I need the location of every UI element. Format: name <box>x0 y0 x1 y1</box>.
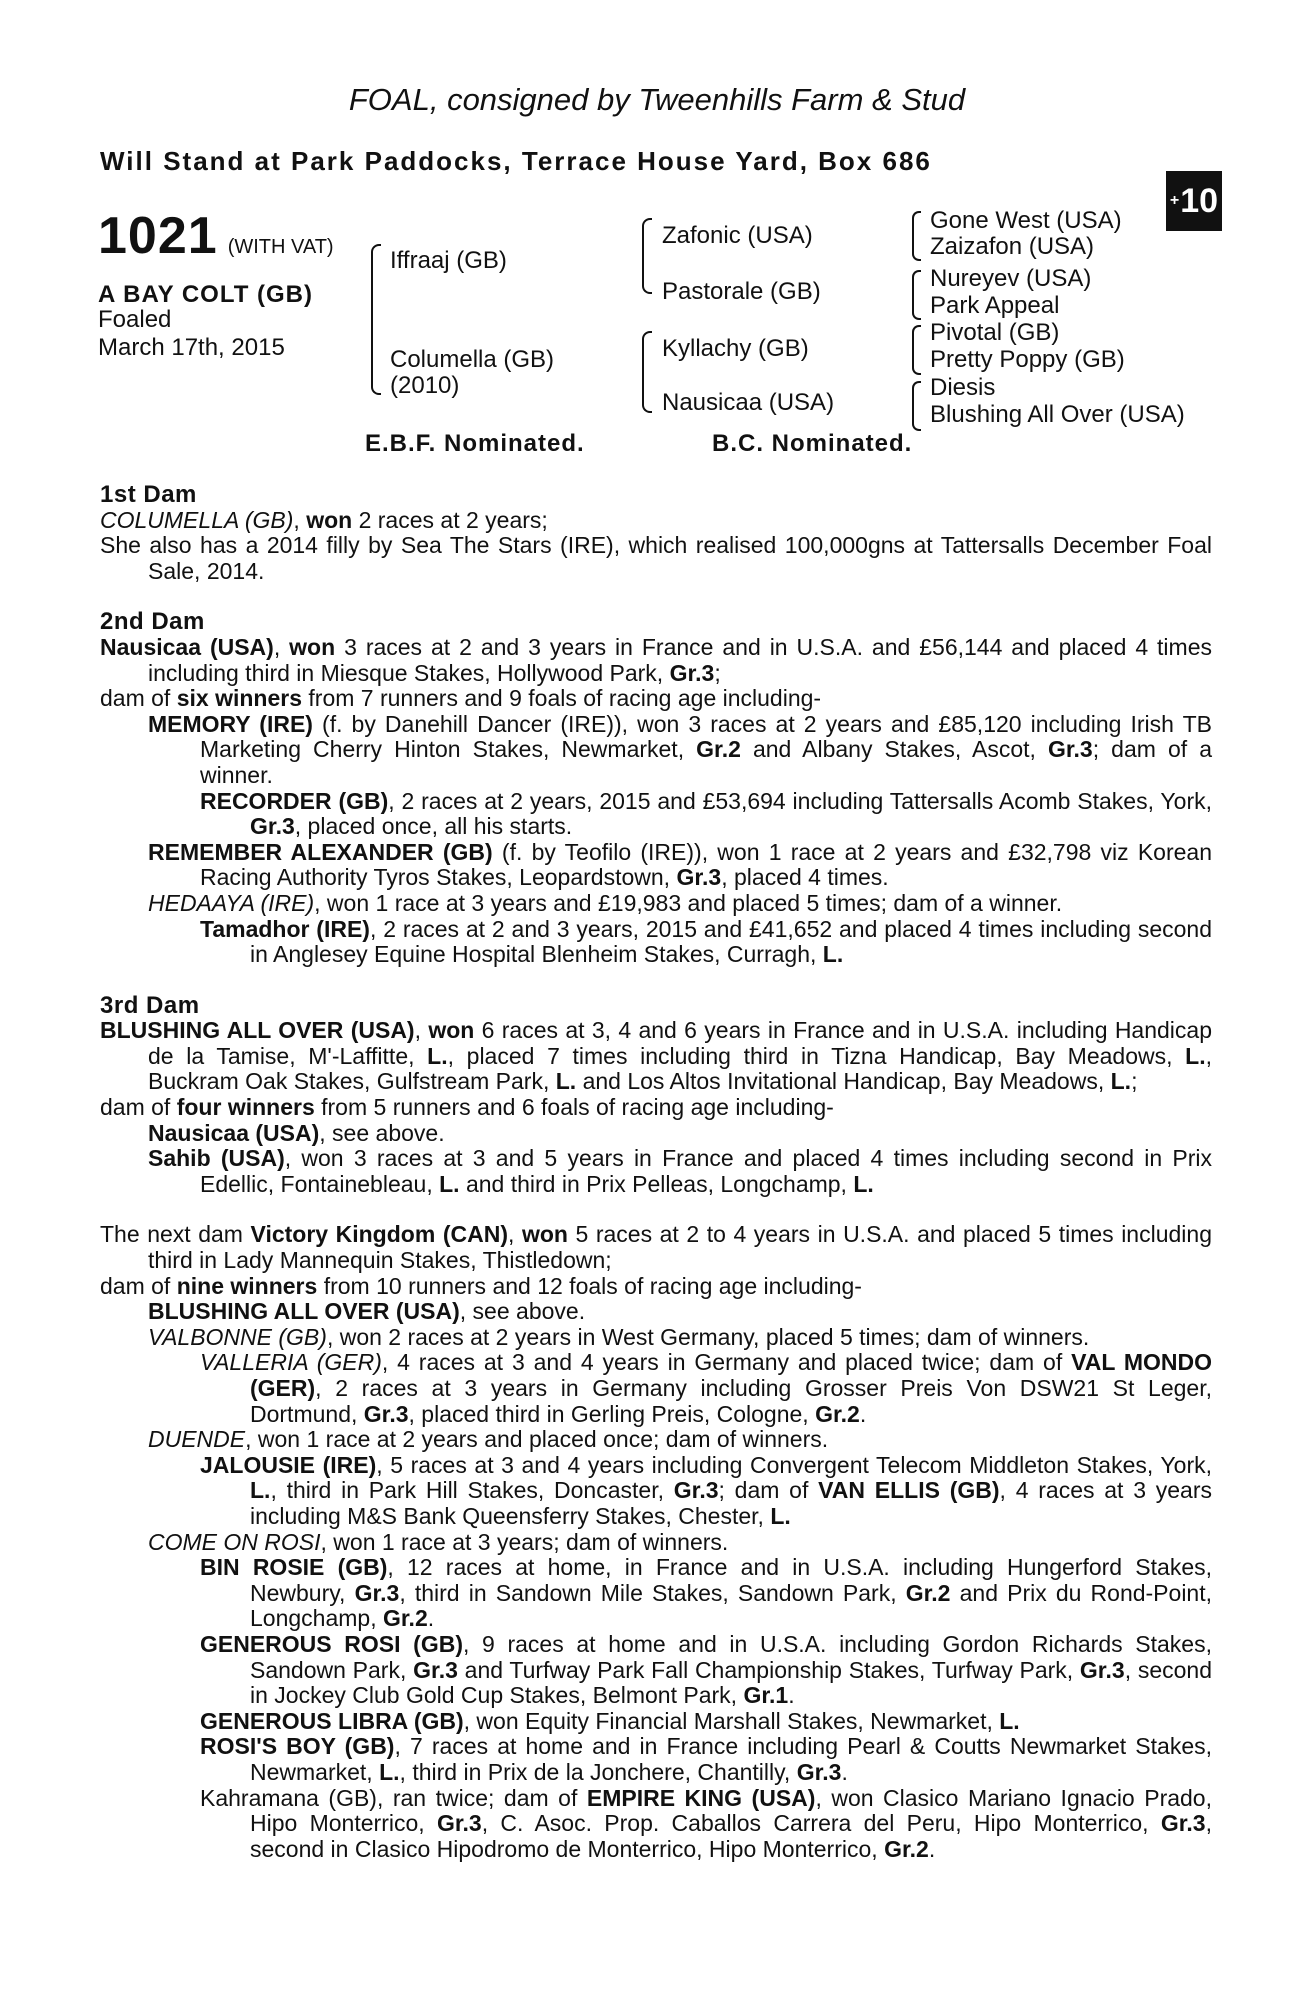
grade: Gr.2 <box>382 1605 428 1632</box>
horse-record: , placed third in Gerling Preis, Cologne, <box>408 1400 816 1427</box>
ped-ddd: Blushing All Over (USA) <box>930 401 1185 428</box>
produce-rosis-boy <box>100 1734 1212 1785</box>
horse-record: , won 1 race at 2 years and placed once; dam of winners. <box>245 1426 829 1453</box>
third-dam-name: BLUSHING ALL OVER (USA) <box>100 1017 415 1044</box>
consignor-line: FOAL, consigned by Tweenhills Farm & Stud <box>348 82 966 117</box>
foaled-date: March 17th, 2015 <box>98 334 285 361</box>
produce-come-on-rosi <box>100 1530 1212 1556</box>
first-dam-name: COLUMELLA (GB) <box>100 506 294 533</box>
ped-ss: Zafonic (USA) <box>662 222 813 249</box>
produce-text: from 5 runners and 6 foals of racing age including- <box>314 1094 834 1121</box>
grade: Gr.3 <box>250 813 295 840</box>
produce-text: dam of <box>100 685 177 712</box>
horse-record: and third in Prix Pelleas, Longchamp, <box>459 1170 854 1197</box>
horse-record: ; <box>1131 1068 1138 1095</box>
next-dam-won: won <box>521 1221 568 1248</box>
grade: Gr.2 <box>884 1835 929 1862</box>
horse-record: , won Equity Financial Marshall Stakes, Newmarket, <box>463 1707 1000 1734</box>
produce-text: from 7 runners and 9 foals of racing age including- <box>302 685 822 712</box>
horse-record: and Los Altos Invitational Handicap, Bay Meadows, <box>576 1068 1111 1095</box>
horse-name: VALLERIA (GER) <box>200 1349 382 1376</box>
ped-sd: Pastorale (GB) <box>662 278 821 305</box>
badge-number: 10 <box>1180 181 1219 220</box>
horse-record: , 4 races at 3 years including M&S Bank Queensferry Stakes, Chester, <box>250 1477 1213 1529</box>
produce-tamadhor <box>100 917 1212 968</box>
horse-record: 6 races at 3, 4 and 6 years in France and in U.S.A. including Handicap de la Tamise, M'-Laffitte, <box>148 1017 1212 1069</box>
horse-name: ROSI'S BOY (GB) <box>200 1733 395 1760</box>
next-dam-name: Victory Kingdom (CAN) <box>250 1221 508 1248</box>
produce-generous-libra <box>100 1709 1212 1735</box>
badge-mark: + <box>1169 192 1180 209</box>
horse-record: ; dam of <box>718 1477 819 1504</box>
foaled-info <box>98 306 285 362</box>
second-dam-heading: 2nd Dam <box>100 608 205 636</box>
lot-number: 1021 <box>98 207 218 265</box>
horse-record: , won 3 races at 3 and 5 years in France and placed 4 times including second in Prix Edellic, Fontainebleau, <box>200 1145 1212 1197</box>
horse-record: , placed 7 times including third in Tizna Handicap, Bay Meadows, <box>447 1042 1186 1069</box>
grade: Gr.3 <box>1079 1656 1125 1683</box>
horse-record: . <box>788 1682 795 1709</box>
produce-recorder <box>100 789 1212 840</box>
horse-name: VAL MONDO (GER) <box>250 1349 1212 1401</box>
horse-name: JALOUSIE (IRE) <box>200 1451 377 1478</box>
third-dam-record: BLUSHING ALL OVER (USA), won 6 races at 3, 4 and 6 years in France and in U.S.A. including Handicap de la Tamise, M'-Laffitte, L., placed 7 times including third in Tizna Handicap, Bay Meadows, L., Buckram Oak Stakes, Gulfstream Park, L. and Los Altos Invitational Handicap, Bay Meadows, L.; <box>100 1017 1212 1095</box>
horse-record: , C. Asoc. Prop. Caballos Carrera del Peru, Hipo Monterrico, <box>481 1810 1161 1837</box>
third-dam-produce <box>100 1095 1212 1121</box>
produce-blushing <box>100 1299 1212 1325</box>
foaled-label: Foaled <box>98 306 172 333</box>
horse-name: COME ON ROSI <box>148 1528 321 1555</box>
horse-name: BIN ROSIE (GB) <box>200 1554 388 1581</box>
lot-vat: (WITH VAT) <box>227 236 334 258</box>
horse-name: RECORDER (GB) <box>200 787 389 814</box>
tattersalls-badge <box>1166 171 1222 231</box>
horse-record: Kahramana (GB), ran twice; dam of <box>200 1784 587 1811</box>
produce-generous-rosi <box>100 1632 1212 1709</box>
grade: Gr.2 <box>905 1579 951 1606</box>
ebf-nominated: E.B.F. Nominated. <box>365 430 585 457</box>
third-dam-heading: 3rd Dam <box>100 991 200 1019</box>
ped-sdd: Park Appeal <box>930 292 1060 319</box>
horse-name: GENEROUS ROSI (GB) <box>200 1630 463 1657</box>
grade: Gr.3 <box>669 659 715 686</box>
grade: Gr.3 <box>676 864 722 891</box>
ped-sds: Nureyev (USA) <box>930 265 1092 292</box>
produce-bin-rosie <box>100 1555 1212 1632</box>
bracket-ds <box>912 325 921 375</box>
horse-record: , 2 races at 2 and 3 years, 2015 and £41,652 and placed 4 times including second in Anglesey Equine Hospital Blenheim Stakes, Curragh, <box>250 915 1212 968</box>
listed-mark: L. <box>555 1068 577 1095</box>
lot-header <box>98 206 334 266</box>
produce-jalousie <box>100 1453 1212 1530</box>
produce-nausicaa <box>100 1121 1212 1147</box>
horse-name: Tamadhor (IRE) <box>200 915 370 942</box>
winners-count: nine winners <box>176 1272 318 1299</box>
first-dam-won: won <box>306 506 353 533</box>
horse-name: DUENDE <box>148 1426 246 1453</box>
horse-record: . <box>928 1835 936 1862</box>
grade: Gr.2 <box>815 1400 860 1427</box>
produce-memory <box>100 712 1212 789</box>
second-dam-record: Nausicaa (USA), won 3 races at 2 and 3 years in France and in U.S.A. and £56,144 and placed 4 times including third in Miesque Stakes, Hollywood Park, Gr.3; <box>100 633 1212 686</box>
horse-name: HEDAAYA (IRE) <box>148 889 315 916</box>
horse-record: , placed 4 times. <box>721 864 889 891</box>
horse-record: , Buckram Oak Stakes, Gulfstream Park, <box>148 1042 1212 1095</box>
horse-name: Nausicaa (USA) <box>148 1119 320 1146</box>
bracket-sire <box>642 218 652 294</box>
produce-duende <box>100 1427 1212 1453</box>
ped-ssd: Zaizafon (USA) <box>930 233 1095 260</box>
produce-sahib <box>100 1146 1212 1197</box>
ped-dss: Pivotal (GB) <box>930 319 1060 346</box>
horse-record: . <box>841 1758 848 1785</box>
horse-record: , second in Jockey Club Gold Cup Stakes, Belmont Park, <box>250 1656 1213 1709</box>
horse-record: , 9 races at home and in U.S.A. including Gordon Richards Stakes, Sandown Park, <box>250 1630 1212 1683</box>
ped-ds: Kyllachy (GB) <box>662 335 809 362</box>
lot-title: A BAY COLT (GB) <box>98 281 314 308</box>
listed-mark: L. <box>1185 1042 1206 1069</box>
horse-record: , third in Park Hill Stakes, Doncaster, <box>270 1477 674 1504</box>
horse-name: VAN ELLIS (GB) <box>818 1477 1000 1504</box>
second-dam-won: won <box>289 633 336 660</box>
third-dam-won: won <box>428 1017 475 1044</box>
first-dam-heading: 1st Dam <box>100 481 197 508</box>
horse-record: and Prix du Rond-Point, Longchamp, <box>250 1579 1212 1632</box>
horse-record: 5 races at 2 to 4 years in U.S.A. and placed 5 times including third in Lady Mannequin Stakes, Thistledown; <box>148 1221 1212 1274</box>
ped-dam-year: (2010) <box>390 372 460 399</box>
horse-record: , 7 races at home and in France including Pearl & Coutts Newmarket Stakes, Newmarket, <box>250 1733 1212 1785</box>
horse-record: , won Clasico Mariano Ignacio Prado, Hipo Monterrico, <box>250 1784 1212 1837</box>
first-dam-note: She also has a 2014 filly by Sea The Stars (IRE), which realised 100,000gns at Tattersalls December Foal Sale, 2014. <box>100 532 1212 584</box>
grade: Gr.2 <box>696 736 741 763</box>
horse-record: (f. by Teofilo (IRE)), won 1 race at 2 years and £32,798 viz Korean Racing Authority Tyros Stakes, Leopardstown, <box>200 838 1212 891</box>
horse-name: GENEROUS LIBRA (GB) <box>200 1707 464 1734</box>
horse-record: , 4 races at 3 and 4 years in Germany and placed twice; dam of <box>381 1349 1072 1376</box>
horse-record: ; dam of a winner. <box>200 736 1213 788</box>
ped-sire: Iffraaj (GB) <box>390 247 507 274</box>
horse-name: MEMORY (IRE) <box>148 710 313 737</box>
grade: Gr.3 <box>1160 1810 1206 1837</box>
horse-record: , see above. <box>459 1298 586 1325</box>
grade: Gr.3 <box>413 1656 458 1683</box>
horse-name: BLUSHING ALL OVER (USA) <box>148 1298 460 1325</box>
second-dam-produce <box>100 686 1212 712</box>
horse-record: , 2 races at 2 years, 2015 and £53,694 including Tattersalls Acomb Stakes, York, <box>388 787 1212 814</box>
second-dam-name: Nausicaa (USA) <box>100 633 274 660</box>
next-dam-record: The next dam Victory Kingdom (CAN), won 5 races at 2 to 4 years in U.S.A. and placed 5 times including third in Lady Mannequin Stakes, Thistledown; <box>100 1221 1212 1274</box>
horse-record: , placed once, all his starts. <box>294 813 573 840</box>
horse-name: VALBONNE (GB) <box>148 1323 327 1350</box>
second-dam-text: 3 races at 2 and 3 years in France and in U.S.A. and £56,144 and placed 4 times including third in Miesque Stakes, Hollywood Park, <box>148 633 1212 686</box>
listed-mark: L. <box>822 941 844 968</box>
grade: Gr.3 <box>673 1477 719 1504</box>
horse-record: , second in Clasico Hipodromo de Monterrico, Hipo Monterrico, <box>250 1810 1212 1862</box>
horse-record: , 12 races at home, in France and in U.S.A. including Hungerford Stakes, Newbury, <box>250 1554 1212 1606</box>
horse-record: , won 2 races at 2 years in West Germany, placed 5 times; dam of winners. <box>326 1323 1090 1350</box>
horse-record: , won 1 race at 3 years and £19,983 and placed 5 times; dam of a winner. <box>314 889 1063 916</box>
grade: Gr.1 <box>743 1682 789 1709</box>
ped-dds: Diesis <box>930 374 996 401</box>
next-dam-intro: The next dam <box>100 1221 251 1248</box>
listed-mark: L. <box>439 1170 460 1197</box>
produce-valbonne <box>100 1325 1212 1351</box>
bc-nominated: B.C. Nominated. <box>712 430 913 457</box>
winners-count: six winners <box>176 685 302 712</box>
ped-dsd: Pretty Poppy (GB) <box>930 346 1125 373</box>
listed-mark: L. <box>1110 1068 1132 1095</box>
horse-record: . <box>859 1400 867 1427</box>
horse-record: and Turfway Park Fall Championship Stakes, Turfway Park, <box>457 1656 1080 1683</box>
stand-location: Will Stand at Park Paddocks, Terrace House Yard, Box 686 <box>100 146 932 176</box>
listed-mark: L. <box>999 1707 1020 1734</box>
catalogue-body <box>100 482 1212 1862</box>
produce-text: from 10 runners and 12 foals of racing age including- <box>317 1272 862 1299</box>
ped-dd: Nausicaa (USA) <box>662 389 835 416</box>
bracket-ss <box>912 211 921 261</box>
horse-record: , won 1 race at 3 years; dam of winners. <box>320 1528 729 1555</box>
produce-kahramana <box>100 1786 1212 1863</box>
listed-mark: L. <box>427 1042 448 1069</box>
winners-count: four winners <box>176 1094 315 1121</box>
bracket-dd <box>912 381 921 431</box>
produce-remember <box>100 840 1212 891</box>
listed-mark: L. <box>853 1170 874 1197</box>
horse-record: , 2 races at 3 years in Germany including Grosser Preis Von DSW21 St Leger, Dortmund, <box>250 1375 1212 1427</box>
grade: Gr.3 <box>354 1579 400 1606</box>
listed-mark: L. <box>770 1502 791 1529</box>
produce-hedaaya <box>100 891 1212 917</box>
horse-name: EMPIRE KING (USA) <box>586 1784 816 1811</box>
horse-name: Sahib (USA) <box>148 1145 285 1172</box>
horse-record: . <box>427 1605 435 1632</box>
produce-text: dam of <box>100 1272 177 1299</box>
produce-valleria <box>100 1350 1212 1427</box>
horse-record: , third in Sandown Mile Stakes, Sandown Park, <box>399 1579 906 1606</box>
produce-text: dam of <box>100 1094 177 1121</box>
first-dam-text: 2 races at 2 years; <box>352 506 548 533</box>
listed-mark: L. <box>250 1477 271 1504</box>
horse-record: , 5 races at 3 and 4 years including Convergent Telecom Middleton Stakes, York, <box>376 1451 1213 1478</box>
listed-mark: L. <box>379 1758 400 1785</box>
ped-dam: Columella (GB) <box>390 346 555 373</box>
grade: Gr.3 <box>436 1810 482 1837</box>
horse-record: , third in Prix de la Jonchere, Chantilly, <box>399 1758 797 1785</box>
horse-record: , see above. <box>319 1119 445 1146</box>
bracket-dam <box>642 331 652 413</box>
ped-sss: Gone West (USA) <box>930 207 1122 234</box>
next-dam-produce <box>100 1274 1212 1300</box>
grade: Gr.3 <box>363 1400 409 1427</box>
bracket-gen1 <box>371 244 381 395</box>
bracket-sd <box>912 270 921 320</box>
horse-name: REMEMBER ALEXANDER (GB) <box>148 838 493 865</box>
horse-record: (f. by Danehill Dancer (IRE)), won 3 races at 2 years and £85,120 including Irish TB Marketing Cherry Hinton Stakes, Newmarket, <box>200 710 1212 763</box>
horse-record: and Albany Stakes, Ascot, <box>740 736 1048 763</box>
grade: Gr.3 <box>796 1758 842 1785</box>
grade: Gr.3 <box>1047 736 1093 763</box>
first-dam-line: COLUMELLA (GB), won 2 races at 2 years; <box>100 506 548 533</box>
